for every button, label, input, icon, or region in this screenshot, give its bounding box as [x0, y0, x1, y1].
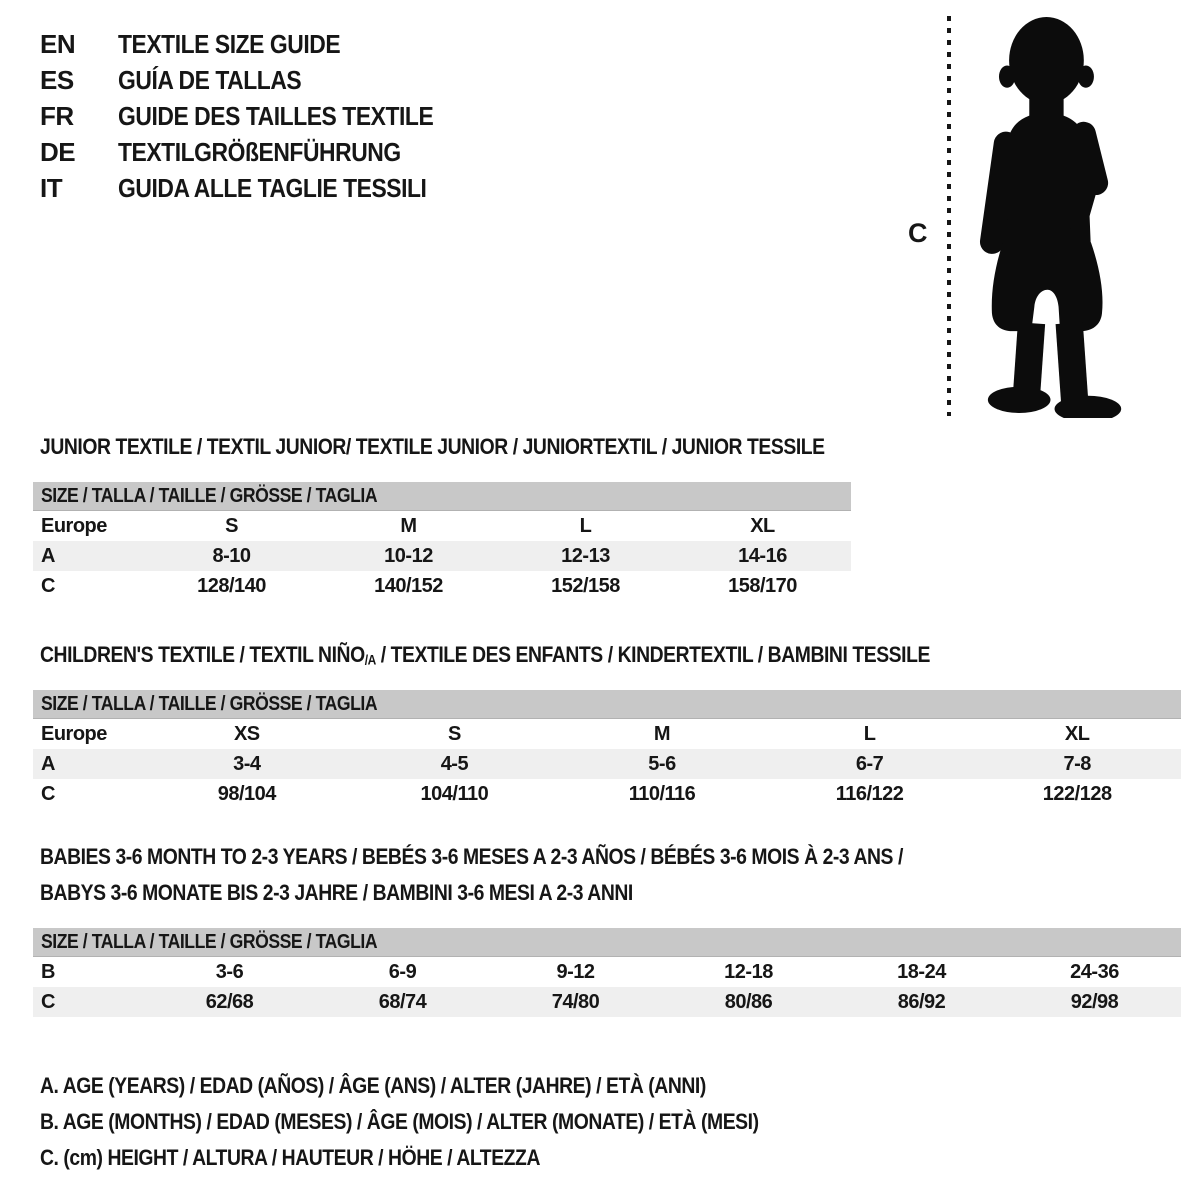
- table-cell: S: [225, 514, 238, 537]
- legend-line-b: B. AGE (MONTHS) / EDAD (MESES) / ÂGE (MOIS) / ALTER (MONATE) / ETÀ (MESI): [40, 1109, 759, 1134]
- table-cell: XL: [1064, 722, 1090, 745]
- babies-size-table: [33, 928, 1181, 1017]
- row-label: A: [41, 752, 55, 775]
- language-row-it: [40, 170, 476, 206]
- row-label: Europe: [41, 514, 107, 537]
- size-header-label: SIZE / TALLA / TAILLE / GRÖSSE / TAGLIA: [41, 692, 378, 715]
- language-label: GUIDA ALLE TAGLIE TESSILI: [118, 172, 427, 203]
- babies-table-rows: [33, 957, 1181, 1017]
- language-label: TEXTILGRÖßENFÜHRUNG: [118, 136, 401, 167]
- size-header-bar: [33, 482, 851, 511]
- language-label: GUIDE DES TAILLES TEXTILE: [118, 100, 434, 131]
- junior-table-rows: [33, 511, 851, 601]
- language-row-es: [40, 62, 476, 98]
- table-row: [33, 749, 1181, 779]
- table-cell: 80/86: [724, 990, 773, 1013]
- language-row-de: [40, 134, 476, 170]
- table-cell: L: [579, 514, 592, 537]
- table-cell: 3-6: [215, 960, 244, 983]
- table-cell: 12-18: [724, 960, 773, 983]
- table-cell: 122/128: [1042, 782, 1112, 805]
- language-code: IT: [40, 172, 63, 203]
- legend-line-a: A. AGE (YEARS) / EDAD (AÑOS) / ÂGE (ANS) / ALTER (JAHRE) / ETÀ (ANNI): [40, 1073, 706, 1098]
- table-cell: 12-13: [561, 544, 610, 567]
- measurement-legend: [40, 1068, 857, 1176]
- table-cell: 14-16: [738, 544, 787, 567]
- size-header-label: SIZE / TALLA / TAILLE / GRÖSSE / TAGLIA: [41, 930, 378, 953]
- table-cell: 8-10: [212, 544, 251, 567]
- measure-label-c: C: [908, 218, 928, 248]
- table-cell: L: [863, 722, 876, 745]
- table-cell: 62/68: [205, 990, 254, 1013]
- height-measure-line: [947, 16, 951, 416]
- section-title-babies-line1: [40, 844, 1021, 870]
- section-title-text: CHILDREN'S TEXTILE / TEXTIL NIÑO/A / TEXTILE DES ENFANTS / KINDERTEXTIL / BAMBINI TESSILE: [40, 642, 930, 668]
- section-title-babies-line2: [40, 880, 714, 906]
- table-cell: 24-36: [1070, 960, 1119, 983]
- table-cell: 158/170: [728, 574, 797, 597]
- table-cell: 10-12: [384, 544, 433, 567]
- language-code: ES: [40, 64, 74, 95]
- section-title-children: [40, 642, 1051, 668]
- table-cell: 3-4: [233, 752, 261, 775]
- size-header-label: SIZE / TALLA / TAILLE / GRÖSSE / TAGLIA: [41, 484, 378, 507]
- row-label: Europe: [41, 722, 107, 745]
- table-cell: S: [447, 722, 461, 745]
- language-label: GUÍA DE TALLAS: [118, 64, 302, 95]
- title-subscript: /A: [364, 652, 376, 668]
- row-label: A: [41, 544, 55, 567]
- junior-size-table: [33, 482, 851, 601]
- table-cell: 6-7: [855, 752, 884, 775]
- children-table-rows: [33, 719, 1181, 809]
- table-cell: 140/152: [374, 574, 443, 597]
- table-cell: 4-5: [440, 752, 469, 775]
- children-size-table: [33, 690, 1181, 809]
- toddler-silhouette: [962, 14, 1140, 418]
- size-header-bar: [33, 690, 1181, 719]
- section-title-text: JUNIOR TEXTILE / TEXTIL JUNIOR/ TEXTILE JUNIOR / JUNIORTEXTIL / JUNIOR TESSILE: [40, 434, 825, 459]
- language-label: TEXTILE SIZE GUIDE: [118, 28, 341, 59]
- table-row: [33, 511, 851, 541]
- language-code: EN: [40, 28, 76, 59]
- table-row: [33, 957, 1181, 987]
- language-code: DE: [40, 136, 76, 167]
- language-row-fr: [40, 98, 476, 134]
- legend-line-c: C. (cm) HEIGHT / ALTURA / HAUTEUR / HÖHE / ALTEZZA: [40, 1145, 540, 1170]
- table-cell: XL: [750, 514, 775, 537]
- row-label: C: [41, 782, 55, 805]
- size-header-bar: [33, 928, 1181, 957]
- table-cell: M: [400, 514, 417, 537]
- table-cell: 9-12: [556, 960, 595, 983]
- row-label: C: [41, 990, 55, 1013]
- table-cell: 86/92: [897, 990, 946, 1013]
- table-cell: 18-24: [897, 960, 946, 983]
- table-row: [33, 571, 851, 601]
- language-code: FR: [40, 100, 74, 131]
- table-cell: XS: [233, 722, 260, 745]
- table-cell: 92/98: [1070, 990, 1119, 1013]
- section-title-text: BABYS 3-6 MONATE BIS 2-3 JAHRE / BAMBINI 3-6 MESI A 2-3 ANNI: [40, 880, 633, 905]
- section-title-text: BABIES 3-6 MONTH TO 2-3 YEARS / BEBÉS 3-6 MESES A 2-3 AÑOS / BÉBÉS 3-6 MOIS À 2-3 ANS /: [40, 844, 903, 869]
- language-row-en: [40, 26, 476, 62]
- language-title-list: [40, 26, 476, 206]
- table-row: [33, 719, 1181, 749]
- table-cell: M: [653, 722, 671, 745]
- table-cell: 152/158: [551, 574, 620, 597]
- table-cell: 74/80: [551, 990, 600, 1013]
- table-row: [33, 541, 851, 571]
- table-cell: 5-6: [648, 752, 676, 775]
- table-cell: 128/140: [197, 574, 266, 597]
- table-cell: 104/110: [420, 782, 489, 805]
- row-label: B: [41, 960, 55, 983]
- table-row: [33, 987, 1181, 1017]
- table-cell: 98/104: [217, 782, 276, 805]
- section-title-junior: [40, 434, 932, 460]
- table-cell: 6-9: [388, 960, 417, 983]
- table-row: [33, 779, 1181, 809]
- row-label: C: [41, 574, 55, 597]
- table-cell: 110/116: [628, 782, 696, 805]
- table-cell: 7-8: [1063, 752, 1091, 775]
- table-cell: 68/74: [378, 990, 427, 1013]
- table-cell: 116/122: [835, 782, 904, 805]
